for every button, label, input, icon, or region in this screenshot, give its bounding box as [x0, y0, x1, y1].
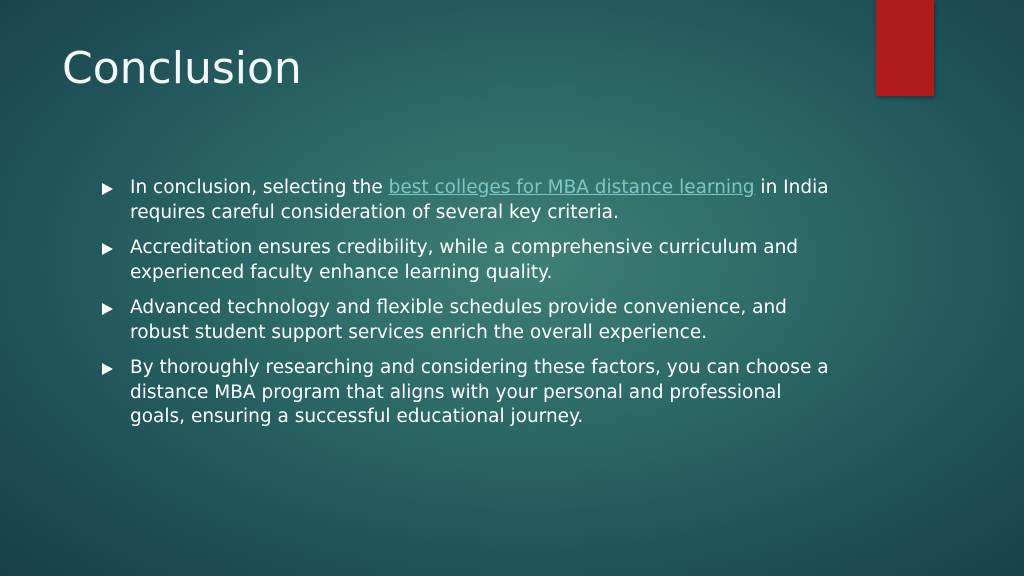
bullet-item: [102, 176, 842, 225]
triangle-right-icon: [102, 303, 113, 315]
triangle-right-icon: [102, 243, 113, 255]
bullet-text: in India requires careful consideration of several key criteria.: [130, 177, 829, 223]
bullet-text: Accreditation ensures credibility, while a comprehensive curriculum and experienced faculty enhance learning quality.: [130, 237, 799, 283]
bullet-list: [102, 176, 842, 441]
triangle-right-icon: [102, 183, 113, 195]
bullet-text: Advanced technology and flexible schedules provide convenience, and robust student support services enrich the overall experience.: [130, 297, 787, 343]
bullet-item: [102, 356, 842, 430]
bullet-item: [102, 296, 842, 345]
bullet-item: [102, 236, 842, 285]
bullet-text: In conclusion, selecting the: [130, 177, 389, 198]
mba-colleges-link[interactable]: best colleges for MBA distance learning: [388, 177, 755, 198]
red-accent-bar: [876, 0, 934, 96]
triangle-right-icon: [102, 363, 113, 375]
bullet-text: By thoroughly researching and considering these factors, you can choose a distance MBA program that aligns with your personal and professional goals, ensuring a successful educational journey.: [130, 357, 829, 427]
slide-title: Conclusion: [62, 43, 302, 94]
